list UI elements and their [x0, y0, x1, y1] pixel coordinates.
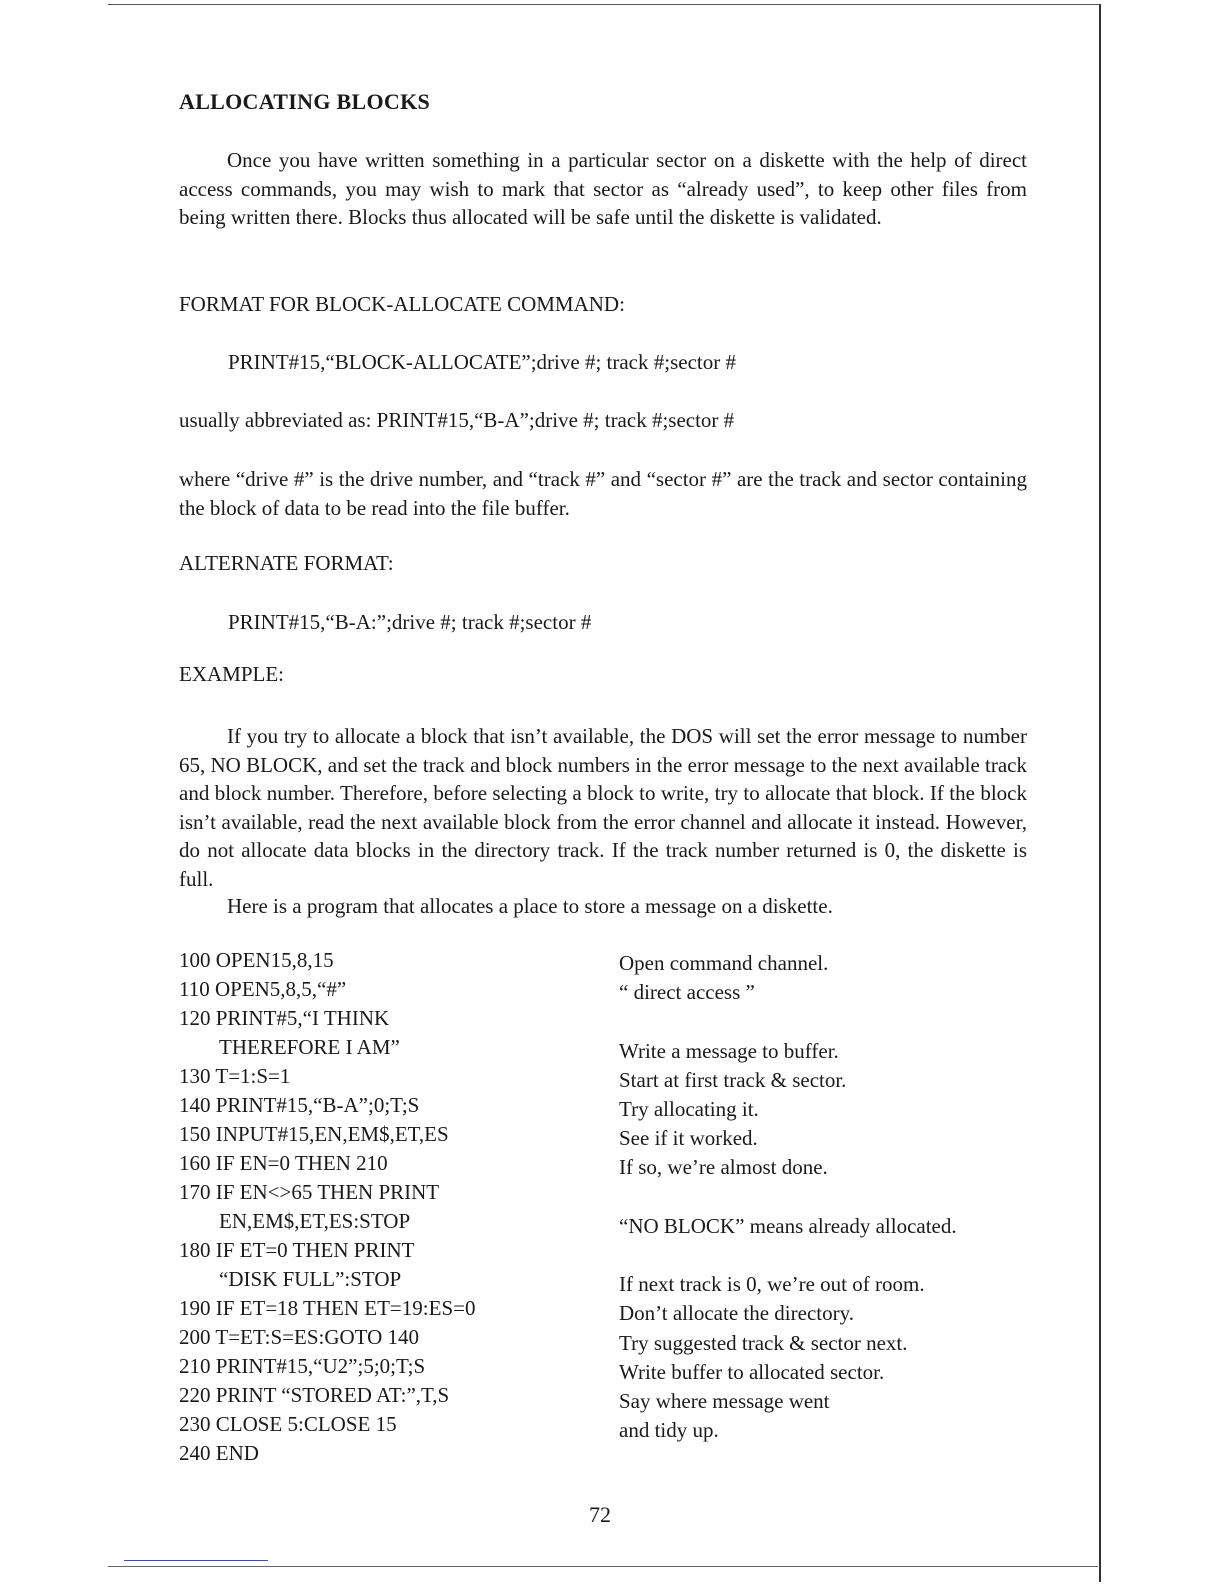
page-border-bottom — [108, 1566, 1098, 1567]
code-line: 210 PRINT#15,“U2”;5;0;T;S — [179, 1354, 426, 1378]
code-line: 200 T=ET:S=ES:GOTO 140 — [179, 1325, 420, 1349]
where-paragraph: where “drive #” is the drive number, and “track #” and “sector #” are the track and sector containing the block of data to be read into the file buffer. — [179, 467, 1027, 520]
format-command: PRINT#15,“BLOCK-ALLOCATE”;drive #; track #;sector # — [228, 350, 736, 374]
code-line: 170 IF EN<>65 THEN PRINT — [179, 1180, 440, 1204]
page-number: 72 — [589, 1502, 611, 1527]
code-line: 230 CLOSE 5:CLOSE 15 — [179, 1412, 397, 1436]
code-comment: Don’t allocate the directory. — [619, 1301, 854, 1326]
code-line: 100 OPEN15,8,15 — [179, 948, 334, 972]
code-comment — [619, 1007, 957, 1036]
code-line: 180 IF ET=0 THEN PRINT — [179, 1238, 415, 1262]
code-line: 110 OPEN5,8,5,“#” — [179, 977, 347, 1001]
code-comment: Try allocating it. — [619, 1097, 759, 1121]
code-comment: “ direct access ” — [619, 980, 755, 1005]
code-comment: Write buffer to allocated sector. — [619, 1359, 885, 1384]
code-comment: Start at first track & sector. — [619, 1067, 847, 1092]
program-intro: Here is a program that allocates a place to store a message on a diskette. — [227, 894, 833, 918]
program-comments — [619, 949, 957, 1445]
code-comment: Try suggested track & sector next. — [619, 1330, 908, 1355]
intro-paragraph: Once you have written something in a particular sector on a diskette with the help of direct access commands, you may wish to mark that sector as “already used”, to keep other files from being written there. Blocks thus allocated will be safe until the diskette is validated. — [179, 148, 1027, 229]
code-comment — [619, 1183, 957, 1212]
code-comment: If next track is 0, we’re out of room. — [619, 1272, 925, 1297]
page-border-right — [1099, 4, 1101, 1582]
code-comment: If so, we’re almost done. — [619, 1155, 828, 1180]
format-label: FORMAT FOR BLOCK-ALLOCATE COMMAND: — [179, 292, 625, 316]
example-label: EXAMPLE: — [179, 662, 284, 686]
code-line-continuation: “DISK FULL”:STOP — [219, 1267, 402, 1291]
code-comment: Open command channel. — [619, 951, 829, 975]
code-line: 220 PRINT “STORED AT:”,T,S — [179, 1383, 450, 1407]
code-comment: and tidy up. — [619, 1418, 719, 1443]
code-line-continuation: THEREFORE I AM” — [219, 1035, 400, 1059]
code-comment — [619, 1241, 957, 1270]
code-comment: See if it worked. — [619, 1126, 758, 1151]
alternate-format-command: PRINT#15,“B-A:”;drive #; track #;sector # — [228, 610, 592, 634]
code-line: 150 INPUT#15,EN,EM$,ET,ES — [179, 1122, 449, 1146]
page-border-bottom-accent — [124, 1560, 268, 1561]
program-listing — [179, 946, 475, 1468]
page-border-top — [108, 4, 1100, 5]
code-comment: Say where message went — [619, 1389, 830, 1413]
code-comment: Write a message to buffer. — [619, 1038, 839, 1063]
code-line: 130 T=1:S=1 — [179, 1064, 291, 1088]
section-heading: ALLOCATING BLOCKS — [179, 89, 431, 114]
code-line: 120 PRINT#5,“I THINK — [179, 1006, 390, 1030]
code-line-continuation: EN,EM$,ET,ES:STOP — [219, 1209, 411, 1233]
code-line: 190 IF ET=18 THEN ET=19:ES=0 — [179, 1296, 476, 1320]
example-paragraph: If you try to allocate a block that isn’t available, the DOS will set the error message to number 65, NO BLOCK, and set the track and block numbers in the error message to the next available track and block number. Therefore, before selecting a block to write, try to allocate that block. If the block isn’t available, read the next available block from the error channel and allocate it instead. However, do not allocate data blocks in the directory track. If the track number returned is 0, the diskette is full. — [179, 724, 1027, 891]
abbreviation-line: usually abbreviated as: PRINT#15,“B-A”;drive #; track #;sector # — [179, 408, 735, 432]
alternate-format-label: ALTERNATE FORMAT: — [179, 551, 394, 575]
code-line: 140 PRINT#15,“B-A”;0;T;S — [179, 1093, 420, 1117]
code-comment: “NO BLOCK” means already allocated. — [619, 1213, 957, 1238]
code-line: 160 IF EN=0 THEN 210 — [179, 1151, 388, 1175]
code-line: 240 END — [179, 1441, 259, 1465]
